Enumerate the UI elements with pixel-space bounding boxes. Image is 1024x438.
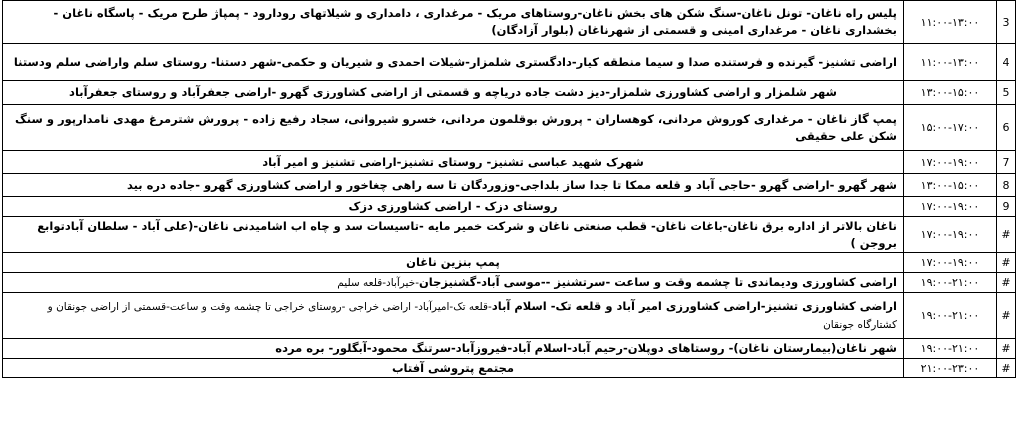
outage-areas [3, 273, 904, 293]
table-row [3, 253, 1016, 273]
areas-text: شهرک شهید عباسی تشنیز- روستای تشنیز-اراضی تشنیز و امیر آباد [262, 154, 644, 169]
outage-areas [3, 197, 904, 217]
row-number: 9 [997, 197, 1016, 217]
outage-areas [3, 105, 904, 151]
time-range: ۱۱:۰۰-۱۳:۰۰ [904, 1, 997, 44]
row-number: 3 [997, 1, 1016, 44]
table-row [3, 81, 1016, 105]
areas-extra-text: -قلعه تک-امیرآباد- اراضی خراجی -روستای خراجی تا چشمه وقت و ساعت-قسمتی از اراضی جونقان و کشتارگاه جونقان [47, 300, 897, 331]
table-row [3, 359, 1016, 378]
time-range: ۱۳:۰۰-۱۵:۰۰ [904, 174, 997, 197]
row-number: # [997, 217, 1016, 253]
outage-schedule-table [2, 0, 1016, 378]
time-range: ۱۵:۰۰-۱۷:۰۰ [904, 105, 997, 151]
outage-areas [3, 1, 904, 44]
outage-areas [3, 253, 904, 273]
row-number: # [997, 359, 1016, 378]
table-row [3, 217, 1016, 253]
time-range: ۱۹:۰۰-۲۱:۰۰ [904, 339, 997, 359]
outage-areas [3, 174, 904, 197]
time-range: ۱۷:۰۰-۱۹:۰۰ [904, 151, 997, 174]
areas-text: شهر گهرو -اراضی گهرو -حاجی آباد و قلعه ممکا تا جدا ساز بلداجی-وزوردگان تا سه راهی چغاخور و اراضی کشاورزی گهرو -جاده دره بید [126, 177, 897, 192]
outage-areas [3, 151, 904, 174]
table-row [3, 339, 1016, 359]
table-row [3, 197, 1016, 217]
row-number: 8 [997, 174, 1016, 197]
outage-areas [3, 217, 904, 253]
areas-text: شهر شلمزار و اراضی کشاورزی شلمزار-دیز دشت جاده دریاچه و قسمتی از اراضی کشاورزی گهرو -اراضی جعفرآباد و روستای جعفرآباد [69, 85, 837, 99]
table-row [3, 293, 1016, 339]
time-range: ۱۱:۰۰-۱۳:۰۰ [904, 44, 997, 81]
areas-text: اراضی تشنیز- گیرنده و فرستنده صدا و سیما منطقه کیار-دادگستری شلمزار-شیلات احمدی و شیریان و حکمی-شهر دستنا- روستای سلم واراضی سلم ودستنا [13, 54, 897, 69]
time-range: ۱۷:۰۰-۱۹:۰۰ [904, 253, 997, 273]
outage-areas [3, 359, 904, 378]
row-number: # [997, 339, 1016, 359]
outage-areas [3, 293, 904, 339]
table-row [3, 174, 1016, 197]
time-range: ۱۹:۰۰-۲۱:۰۰ [904, 293, 997, 339]
outage-areas [3, 81, 904, 105]
areas-text: اراضی کشاورزی ودیماندی تا چشمه وقت و ساعت -سرتشنیز --موسی آباد-گشنیزجان [418, 274, 897, 289]
areas-text: مجتمع پتروشی آفتاب [392, 360, 514, 375]
areas-text: ناغان بالاتر از اداره برق ناغان-باغات ناغان- قطب صنعتی ناغان و شرکت خمیر مایه -تاسیسات سد و چاه اب اشامیدنی ناغان-(علی آباد - سلطان آبادتوابع بروجن ) [37, 218, 897, 250]
row-number: 4 [997, 44, 1016, 81]
row-number: # [997, 253, 1016, 273]
outage-areas [3, 339, 904, 359]
outage-areas [3, 44, 904, 81]
table-row [3, 273, 1016, 293]
time-range: ۱۷:۰۰-۱۹:۰۰ [904, 197, 997, 217]
time-range: ۱۷:۰۰-۱۹:۰۰ [904, 217, 997, 253]
table-row [3, 105, 1016, 151]
row-number: 5 [997, 81, 1016, 105]
row-number: 7 [997, 151, 1016, 174]
table-row [3, 44, 1016, 81]
areas-text: اراضی کشاورزی تشنیز-اراضی کشاورزی امیر آباد و قلعه تک- اسلام آباد [491, 298, 897, 313]
areas-text: پمپ بنزین ناغان [406, 255, 500, 269]
row-number: # [997, 293, 1016, 339]
table-row [3, 1, 1016, 44]
row-number: # [997, 273, 1016, 293]
areas-extra-text: -خیرآباد-قلعه سلیم [337, 276, 419, 289]
areas-text: روستای دزک - اراضی کشاورزی دزک [348, 199, 558, 213]
areas-text: پمپ گاز ناغان - مرغداری کوروش مردانی، کوهساران - پرورش بوقلمون مردانی، خسرو شیروانی، سجاد رفیع زاده - پرورش شترمرغ مهدی نامدارپور و سنگ شکن علی حقیقی [15, 111, 897, 143]
areas-text: شهر ناغان(بیمارستان ناغان)- روستاهای دوپلان-رحیم آباد-اسلام آباد-فیروزآباد-سرتنگ محمود-آبگلور- بره مرده [275, 341, 897, 355]
row-number: 6 [997, 105, 1016, 151]
time-range: ۱۳:۰۰-۱۵:۰۰ [904, 81, 997, 105]
table-row [3, 151, 1016, 174]
areas-text: پلیس راه ناغان- تونل ناغان-سنگ شکن های بخش ناغان-روستاهای مریک - مرغداری ، دامداری و شیلاتهای رودارود - پمپاژ طرح مریک - پاسگاه ناغان - بخشداری ناغان - مرغداری امینی و قسمتی از شهرناغان (بلوار آزادگان) [53, 6, 897, 37]
time-range: ۱۹:۰۰-۲۱:۰۰ [904, 273, 997, 293]
time-range: ۲۱:۰۰-۲۳:۰۰ [904, 359, 997, 378]
